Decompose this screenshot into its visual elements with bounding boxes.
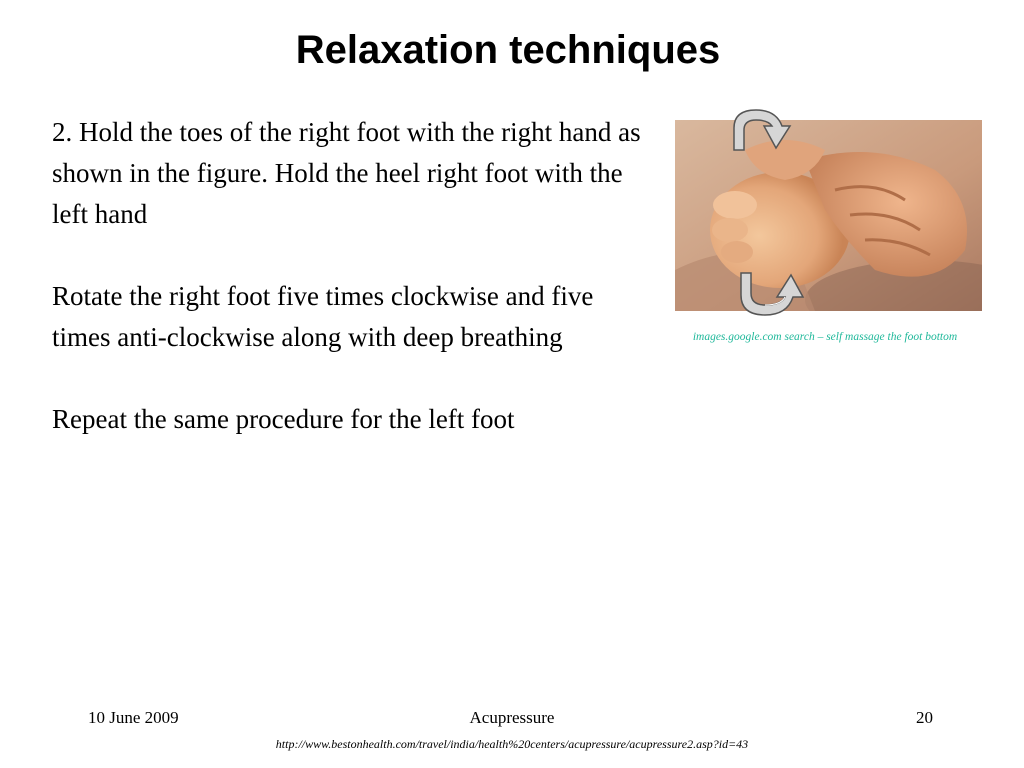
footer-title: Acupressure xyxy=(469,708,555,727)
instruction-paragraph-1: 2. Hold the toes of the right foot with the right hand as shown in the figure. Hold the heel right foot with the left hand xyxy=(52,117,641,229)
slide-body xyxy=(52,112,652,440)
footer-date: 10 June 2009 xyxy=(88,708,179,727)
slide-title: Relaxation techniques xyxy=(295,28,721,72)
image-caption: images.google.com search – self massage the foot bottom xyxy=(692,331,958,343)
source-url[interactable]: http://www.bestonhealth.com/travel/india/health%20centers/acupressure/acupressure2.asp?id=43 xyxy=(275,737,749,751)
page-number: 20 xyxy=(916,708,933,727)
anticlockwise-rotation-arrow-icon xyxy=(735,269,811,321)
instruction-paragraph-2: Rotate the right foot five times clockwise and five times anti-clockwise along with deep breathing xyxy=(52,281,594,352)
instruction-paragraph-3: Repeat the same procedure for the left foot xyxy=(52,404,515,434)
foot-massage-photo xyxy=(675,120,982,311)
clockwise-rotation-arrow-icon xyxy=(726,104,798,152)
